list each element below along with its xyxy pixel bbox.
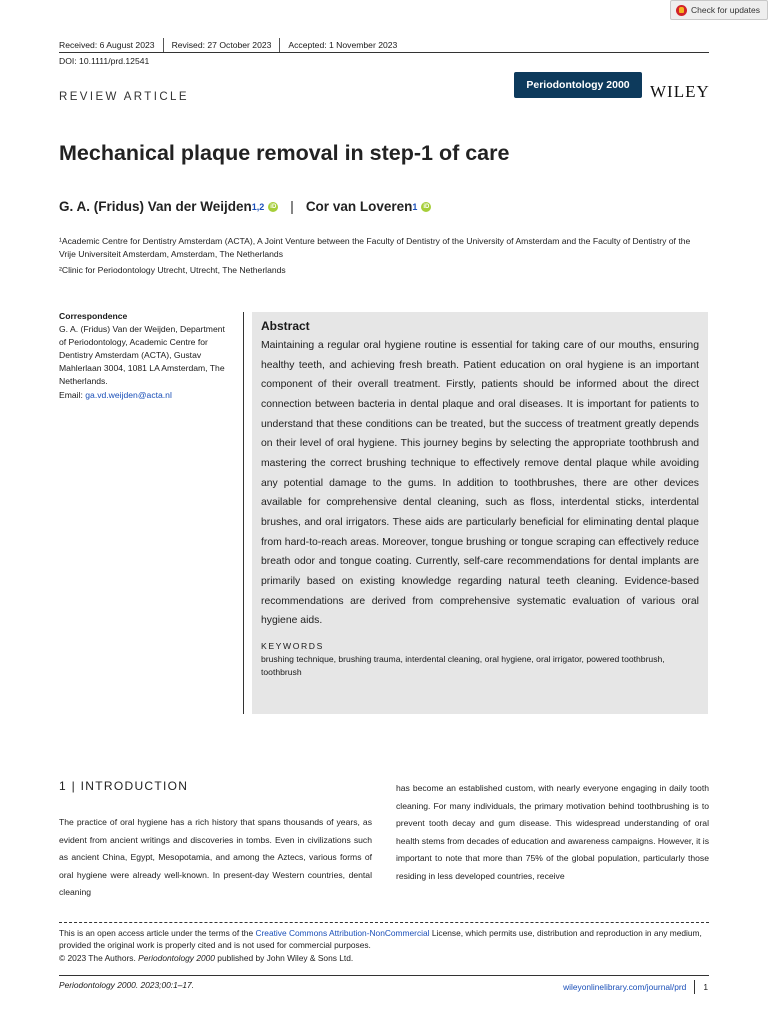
- keywords-heading: KEYWORDS: [261, 640, 324, 651]
- license-post: License, which permits use, distribution and reproduction in any medium, provided the original work is properly cited and is not used for commercial purposes.: [59, 928, 702, 951]
- affiliation: ¹Academic Centre for Dentistry Amsterdam (ACTA), A Joint Venture between the Faculty of Dentistry of the University of Amsterdam and the Faculty of Dentistry of the Vrije Universiteit Amsterdam, Amsterdam, The Netherlands: [59, 236, 691, 259]
- check-for-updates-label: Check for updates: [691, 5, 760, 15]
- keywords: brushing technique, brushing trauma, interdental cleaning, oral hygiene, oral irrigator, powered toothbrush, toothbrush: [261, 653, 665, 678]
- check-for-updates-button[interactable]: [670, 0, 768, 20]
- section-heading: 1 | INTRODUCTION: [59, 779, 189, 793]
- page-number: 1: [703, 982, 708, 992]
- divider: [694, 980, 695, 994]
- footer-rule: [59, 975, 709, 976]
- crossmark-icon: [676, 5, 687, 16]
- correspondence-heading: Correspondence: [59, 311, 128, 321]
- body-text-right: has become an established custom, with nearly everyone engaging in daily tooth cleaning. For many individuals, the primary motivation behind toothbrushing is to prevent tooth decay and gum disease. This widespread understanding of oral health stems from decades of education and awareness campaigns. However, it is important to note that more than 75% of the global population, particularly those residing in less developed countries, receive: [396, 783, 709, 881]
- footer-citation: Periodontology 2000. 2023;00:1–17.: [59, 980, 195, 990]
- article-title: Mechanical plaque removal in step-1 of care: [59, 141, 510, 165]
- author-name[interactable]: Cor van Loveren: [305, 199, 413, 214]
- doi[interactable]: DOI: 10.1111/prd.12541: [59, 56, 150, 66]
- orcid-icon[interactable]: iD: [423, 203, 430, 210]
- correspondence: [59, 310, 234, 402]
- body-text-left: The practice of oral hygiene has a rich history that spans thousands of years, as evident from ancient writings and discoveries in tombs. Even in civilizations such as ancient China, Egypt, Mesopotamia, and among the Aztecs, various forms of oral hygiene were already well-known. In present-day Western countries, dental cleaning: [59, 817, 372, 897]
- affiliation: ²Clinic for Periodontology Utrecht, Utrecht, The Netherlands: [59, 265, 286, 275]
- header-rule: [59, 52, 709, 53]
- journal-url-link[interactable]: wileyonlinelibrary.com/journal/prd: [563, 982, 687, 992]
- divider: [279, 38, 280, 52]
- author-affiliation-sup[interactable]: 1,2: [251, 201, 265, 212]
- email-link[interactable]: ga.vd.weijden@acta.nl: [85, 389, 172, 400]
- orcid-icon[interactable]: iD: [270, 203, 277, 210]
- license-pre: This is an open access article under the terms of the: [59, 928, 256, 938]
- revised-date: Revised: 27 October 2023: [171, 40, 272, 50]
- license-divider: [59, 922, 709, 923]
- copyright-pre: © 2023 The Authors.: [59, 952, 139, 963]
- accepted-date: Accepted: 1 November 2023: [288, 40, 398, 50]
- article-type: REVIEW ARTICLE: [59, 91, 189, 103]
- publisher-logo: WILEY: [650, 82, 710, 101]
- author-affiliation-sup[interactable]: 1: [412, 201, 418, 212]
- footer-right: [563, 980, 708, 994]
- email-label: Email:: [59, 389, 86, 400]
- divider: [163, 38, 164, 52]
- author-separator: |: [290, 199, 294, 214]
- author-list: [59, 199, 431, 214]
- abstract-heading: Abstract: [261, 319, 310, 333]
- license-text: [59, 927, 709, 964]
- copyright-journal: Periodontology 2000: [138, 952, 215, 963]
- column-divider: [243, 312, 244, 714]
- abstract-box: [252, 312, 708, 714]
- correspondence-address: G. A. (Fridus) Van der Weijden, Department of Periodontology, Academic Centre for Dentistry Amsterdam (ACTA), Gustav Mahlerlaan 3004, 1081 LA Amsterdam, The Netherlands.: [59, 324, 225, 387]
- author-name[interactable]: G. A. (Fridus) Van der Weijden: [59, 199, 252, 214]
- journal-badge[interactable]: Periodontology 2000: [514, 72, 642, 98]
- abstract-text: Maintaining a regular oral hygiene routine is essential for taking care of our mouths, ensuring healthy teeth, and achieving fresh breath. Patient education on oral hygiene is an important component of their overall treatment. Firstly, patients should be informed about the direct connection between bacteria in dental plaque and oral diseases. It is important for patients to understand that these conditions can be treated, but the success of treatment greatly depends on their level of oral hygiene. This journey begins by selecting the appropriate toothbrush and mastering the correct brushing technique to effectively remove dental plaque while avoiding any potential damage to the gums. In addition to toothbrushes, there are other devices available for comprehensive dental cleaning, such as floss, interdental sticks, interdental brushes, and oral irrigators. These aids are particularly beneficial for eliminating dental plaque from hard-to-reach areas. Moreover, tongue brushing or tongue scraping can effectively reduce breath odor and tongue coating. Currently, self-care recommendations for dental implants are primarily based on existing knowledge regarding natural teeth cleaning. Evidence-based recommendations are derived from comprehensive systematic evaluation of various oral hygiene aids.: [261, 340, 699, 627]
- received-date: Received: 6 August 2023: [59, 40, 155, 50]
- article-dates: [59, 38, 397, 52]
- copyright-post: published by John Wiley & Sons Ltd.: [214, 952, 354, 963]
- license-link[interactable]: Creative Commons Attribution-NonCommercial: [255, 928, 430, 938]
